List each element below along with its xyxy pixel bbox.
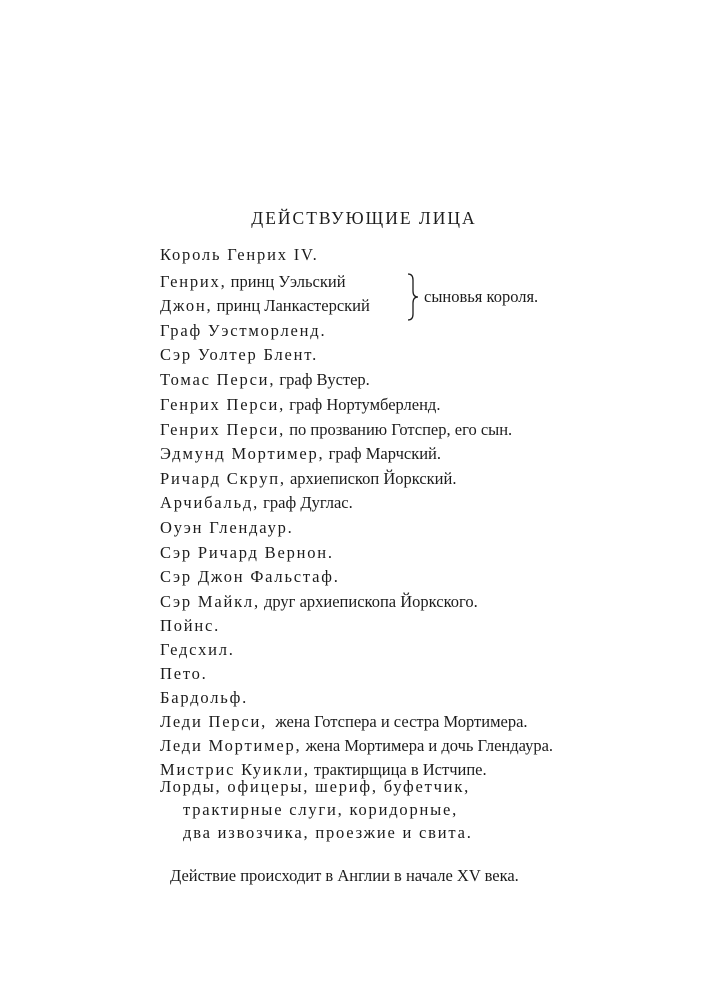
others-line-3: два извозчика, проезжие и свита. — [183, 823, 473, 842]
character-name: Король Генрих IV. — [160, 245, 319, 264]
character-description: граф Вустер. — [275, 370, 370, 389]
character-name: Сэр Уолтер Блент. — [160, 345, 318, 364]
brace — [405, 272, 421, 327]
character-line — [160, 712, 528, 732]
character-name: Оуэн Глендаур. — [160, 518, 294, 537]
character-name: Ричард Скруп, — [160, 469, 286, 488]
character-name: Пето. — [160, 664, 208, 683]
character-line — [160, 321, 326, 341]
character-line — [160, 592, 478, 612]
character-line — [160, 664, 208, 684]
character-name: Генрих Перси, — [160, 395, 286, 414]
character-name: Леди Мортимер, — [160, 736, 302, 755]
character-line — [160, 567, 340, 587]
character-description: трактирщица в Истчипе. — [309, 760, 487, 779]
brace-icon — [405, 272, 421, 322]
character-line — [160, 245, 319, 265]
character-line — [160, 370, 370, 390]
character-line — [160, 420, 512, 440]
character-line — [160, 616, 220, 636]
character-line — [160, 518, 294, 538]
setting-note: Действие происходит в Англии в начале XV века. — [170, 866, 519, 885]
character-name: Сэр Майкл, — [160, 592, 260, 611]
character-name: Пойнс. — [160, 616, 221, 635]
character-name: Джон, — [160, 296, 213, 315]
character-line — [160, 395, 440, 415]
character-description: по прозванию Готспер, его сын. — [285, 420, 513, 439]
character-name: Бардольф. — [160, 688, 249, 707]
character-description: принц Уэльский — [226, 272, 346, 291]
character-name: Мистрис Куикли, — [160, 760, 310, 779]
character-line — [160, 543, 334, 563]
character-line — [160, 444, 441, 464]
character-name: Эдмунд Мортимер, — [160, 444, 325, 463]
character-line — [160, 296, 370, 316]
page-title: ДЕЙСТВУЮЩИЕ ЛИЦА — [251, 208, 477, 228]
character-description: жена Мортимера и дочь Глендаура. — [301, 736, 554, 755]
others-line-2: трактирные слуги, коридорные, — [183, 800, 459, 819]
character-name: Томас Перси, — [160, 370, 276, 389]
character-line — [160, 469, 456, 489]
character-name: Генрих, — [160, 272, 227, 291]
character-description: граф Нортумберленд. — [285, 395, 441, 414]
character-description: граф Марчский. — [324, 444, 441, 463]
character-name: Сэр Джон Фальстаф. — [160, 567, 340, 586]
character-description: принц Ланкастерский — [212, 296, 370, 315]
character-name: Арчибальд, — [160, 493, 260, 512]
character-description: жена Готспера и сестра Мортимера. — [267, 712, 528, 731]
character-name: Генрих Перси, — [160, 420, 286, 439]
character-name: Леди Перси, — [160, 712, 268, 731]
character-description: друг архиепископа Йоркского. — [259, 592, 478, 611]
character-line — [160, 736, 553, 756]
character-line — [160, 272, 346, 292]
character-line — [160, 640, 235, 660]
others-line-1: Лорды, офицеры, шериф, буфетчик, — [160, 777, 471, 796]
sons-note: сыновья короля. — [424, 287, 539, 306]
character-name: Сэр Ричард Вернон. — [160, 543, 334, 562]
character-description: граф Дуглас. — [259, 493, 353, 512]
character-line — [160, 493, 353, 513]
character-line — [160, 688, 248, 708]
character-name: Граф Уэстморленд. — [160, 321, 327, 340]
character-description: архиепископ Йоркский. — [285, 469, 457, 488]
character-line — [160, 345, 318, 365]
character-name: Гедсхил. — [160, 640, 235, 659]
